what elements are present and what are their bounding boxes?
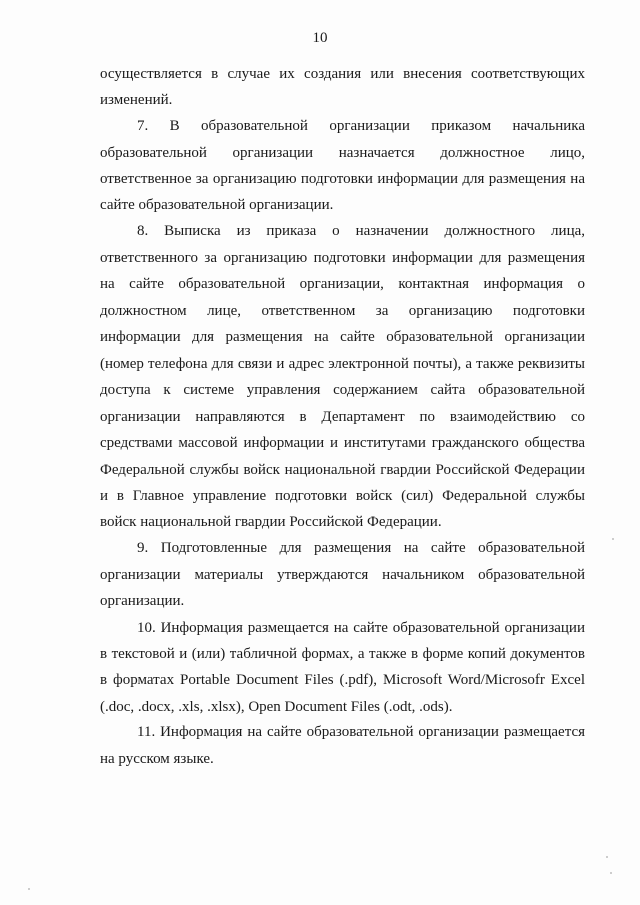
- text-line: (.doc, .docx, .xls, .xlsx), Open Document Files (.odt, .ods).: [100, 699, 453, 715]
- text-line: образовательной организации назначается должностное лицо,: [100, 145, 585, 161]
- page-number: 10: [312, 30, 328, 46]
- text-line: средствами массовой информации и институтами гражданского общества: [100, 435, 585, 451]
- text-line: и в Главное управление подготовки войск (сил) Федеральной службы: [100, 488, 585, 504]
- text-line: изменений.: [100, 92, 173, 108]
- scan-speck: [612, 538, 614, 540]
- text-line: на русском языке.: [100, 751, 214, 767]
- text-line: ответственного за организацию подготовки информации для размещения: [100, 250, 585, 266]
- paragraph-7-first-line: 7. В образовательной организации приказом начальника: [137, 118, 585, 134]
- text-line: войск национальной гвардии Российской Федерации.: [100, 514, 442, 530]
- paragraph-9-first-line: 9. Подготовленные для размещения на сайте образовательной: [137, 540, 585, 556]
- text-line: организации.: [100, 593, 185, 609]
- paragraph-8-first-line: 8. Выписка из приказа о назначении должностного лица,: [137, 223, 585, 239]
- text-line: доступа к системе управления содержанием сайта образовательной: [100, 382, 585, 398]
- text-line: в текстовой и (или) табличной формах, а также в форме копий документов: [100, 646, 585, 662]
- text-line: информации для размещения на сайте образовательной организации: [100, 329, 585, 345]
- text-line: должностном лице, ответственном за организацию подготовки: [100, 303, 585, 319]
- text-line: в форматах Portable Document Files (.pdf), Microsoft Word/Microsofr Excel: [100, 672, 585, 688]
- text-line: организации материалы утверждаются начальником образовательной: [100, 567, 585, 583]
- text-line: организации направляются в Департамент по взаимодействию со: [100, 409, 585, 425]
- text-line: на сайте образовательной организации, контактная информация о: [100, 276, 585, 292]
- scan-speck: [610, 872, 612, 874]
- paragraph-10-first-line: 10. Информация размещается на сайте образовательной организации: [137, 620, 585, 636]
- text-line: сайте образовательной организации.: [100, 197, 334, 213]
- text-line: ответственное за организацию подготовки информации для размещения на: [100, 171, 585, 187]
- text-line: Федеральной службы войск национальной гвардии Российской Федерации: [100, 462, 585, 478]
- scan-speck: [606, 856, 608, 858]
- scan-speck: [28, 888, 30, 890]
- paragraph-11-first-line: 11. Информация на сайте образовательной организации размещается: [137, 724, 585, 740]
- text-line: (номер телефона для связи и адрес электронной почты), а также реквизиты: [100, 356, 585, 372]
- text-line: осуществляется в случае их создания или внесения соответствующих: [100, 66, 585, 82]
